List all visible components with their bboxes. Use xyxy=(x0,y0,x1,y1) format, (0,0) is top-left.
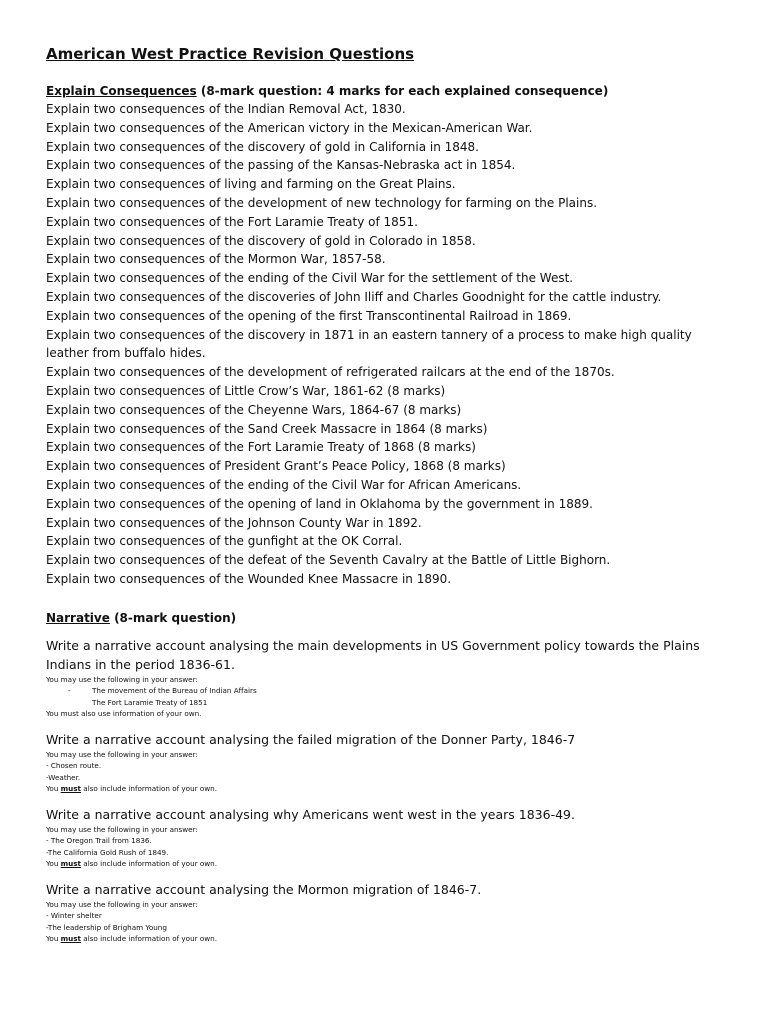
narrative-prompt: Write a narrative account analysing the Mormon migration of 1846-7. xyxy=(46,881,482,897)
consequence-question: Explain two consequences of the American victory in the Mexican-American War. xyxy=(46,120,533,135)
narrative-question-list xyxy=(46,636,736,945)
consequence-question: Explain two consequences of the defeat of the Seventh Cavalry at the Battle of Little Bighorn. xyxy=(46,553,611,568)
consequences-heading-label: Explain Consequences xyxy=(46,84,197,98)
consequence-question: Explain two consequences of the discoveries of John Iliff and Charles Goodnight for the cattle industry. xyxy=(46,289,662,304)
own-info-text: You xyxy=(46,784,61,794)
document-page xyxy=(46,44,736,955)
narrative-heading-note: (8-mark question) xyxy=(109,610,237,625)
consequence-question: Explain two consequences of the development of refrigerated railcars at the end of the 1870s. xyxy=(46,365,615,380)
narrative-hint: You may use the following in your answer: xyxy=(46,824,198,834)
narrative-hint-line: - Chosen route. xyxy=(46,761,102,771)
narrative-own-info-note xyxy=(46,708,736,720)
own-info-text-end: also include information of your own. xyxy=(81,934,217,944)
bullet-dash: - xyxy=(68,686,71,696)
own-info-text: You xyxy=(46,934,61,944)
must-emphasis: must xyxy=(60,859,81,869)
consequence-question: Explain two consequences of President Grant’s Peace Policy, 1868 (8 marks) xyxy=(46,459,506,474)
consequence-question: Explain two consequences of the gunfight at the OK Corral. xyxy=(46,534,403,549)
narrative-question xyxy=(46,805,736,870)
consequence-question: Explain two consequences of Little Crow’s War, 1861-62 (8 marks) xyxy=(46,383,446,398)
bullet-text: The Fort Laramie Treaty of 1851 xyxy=(92,697,208,707)
consequence-question: Explain two consequences of the Wounded Knee Massacre in 1890. xyxy=(46,571,452,586)
bullet-text: The movement of the Bureau of Indian Affairs xyxy=(92,686,257,696)
consequence-question: Explain two consequences of the discovery of gold in California in 1848. xyxy=(46,139,479,154)
narrative-bullet xyxy=(46,685,736,697)
consequence-question: Explain two consequences of the discovery in 1871 in an eastern tannery of a process to make high quality leather from buffalo hides. xyxy=(46,327,692,361)
narrative-heading xyxy=(46,609,736,627)
narrative-heading-label: Narrative xyxy=(46,610,110,625)
narrative-prompt: Write a narrative account analysing why Americans went west in the years 1836-49. xyxy=(46,806,575,822)
narrative-own-info-note xyxy=(46,858,736,870)
narrative-question xyxy=(46,636,736,720)
page-title: American West Practice Revision Questions xyxy=(46,45,415,63)
consequence-question: Explain two consequences of the ending of the Civil War for the settlement of the West. xyxy=(46,271,574,286)
must-emphasis: must xyxy=(60,784,81,794)
must-emphasis: must xyxy=(60,934,81,944)
consequences-heading-note: (8-mark question: 4 marks for each explained consequence) xyxy=(196,84,609,98)
narrative-hint-line: - The Oregon Trail from 1836. xyxy=(46,836,152,846)
narrative-prompt: Write a narrative account analysing the main developments in US Government policy towards the Plains Indians in the period 1836-61. xyxy=(46,637,700,672)
consequence-question: Explain two consequences of the Sand Creek Massacre in 1864 (8 marks) xyxy=(46,421,488,436)
narrative-hint: You may use the following in your answer: xyxy=(46,674,198,684)
consequence-question: Explain two consequences of the passing of the Kansas-Nebraska act in 1854. xyxy=(46,158,516,173)
consequence-question: Explain two consequences of living and farming on the Great Plains. xyxy=(46,177,456,192)
own-info-text-end: also include information of your own. xyxy=(81,784,217,794)
narrative-prompt: Write a narrative account analysing the failed migration of the Donner Party, 1846-7 xyxy=(46,731,576,747)
consequence-question: Explain two consequences of the development of new technology for farming on the Plains. xyxy=(46,195,598,210)
consequence-question: Explain two consequences of the ending of the Civil War for African Americans. xyxy=(46,477,522,492)
consequence-question: Explain two consequences of the Cheyenne Wars, 1864-67 (8 marks) xyxy=(46,402,462,417)
narrative-question xyxy=(46,730,736,795)
consequences-heading xyxy=(46,82,736,100)
narrative-question xyxy=(46,880,736,945)
consequence-question: Explain two consequences of the Johnson County War in 1892. xyxy=(46,515,422,530)
narrative-hint-line: -Weather. xyxy=(46,772,81,782)
consequence-question: Explain two consequences of the discovery of gold in Colorado in 1858. xyxy=(46,233,476,248)
consequence-question: Explain two consequences of the Fort Laramie Treaty of 1868 (8 marks) xyxy=(46,440,476,455)
narrative-hint: You may use the following in your answer: xyxy=(46,749,198,759)
narrative-hint-line: -The leadership of Brigham Young xyxy=(46,922,167,932)
own-info-text: You xyxy=(46,859,61,869)
narrative-bullet xyxy=(46,697,736,709)
consequence-question: Explain two consequences of the opening of the first Transcontinental Railroad in 1869. xyxy=(46,308,572,323)
consequence-question: Explain two consequences of the Fort Laramie Treaty of 1851. xyxy=(46,214,418,229)
consequence-question: Explain two consequences of the Mormon War, 1857-58. xyxy=(46,252,386,267)
consequence-question: Explain two consequences of the opening of land in Oklahoma by the government in 1889. xyxy=(46,496,593,511)
own-info-text-end: also include information of your own. xyxy=(81,859,217,869)
narrative-own-info-note xyxy=(46,933,736,945)
bullet-dash xyxy=(46,697,92,709)
consequence-question: Explain two consequences of the Indian Removal Act, 1830. xyxy=(46,102,406,116)
narrative-hint-line: -The California Gold Rush of 1849. xyxy=(46,847,169,857)
narrative-hint-line: - Winter shelter xyxy=(46,911,102,921)
narrative-hint: You may use the following in your answer: xyxy=(46,899,198,909)
narrative-own-info-note xyxy=(46,783,736,795)
own-info-text: You must also use information of your own. xyxy=(46,709,202,719)
consequences-question-list xyxy=(46,100,736,589)
